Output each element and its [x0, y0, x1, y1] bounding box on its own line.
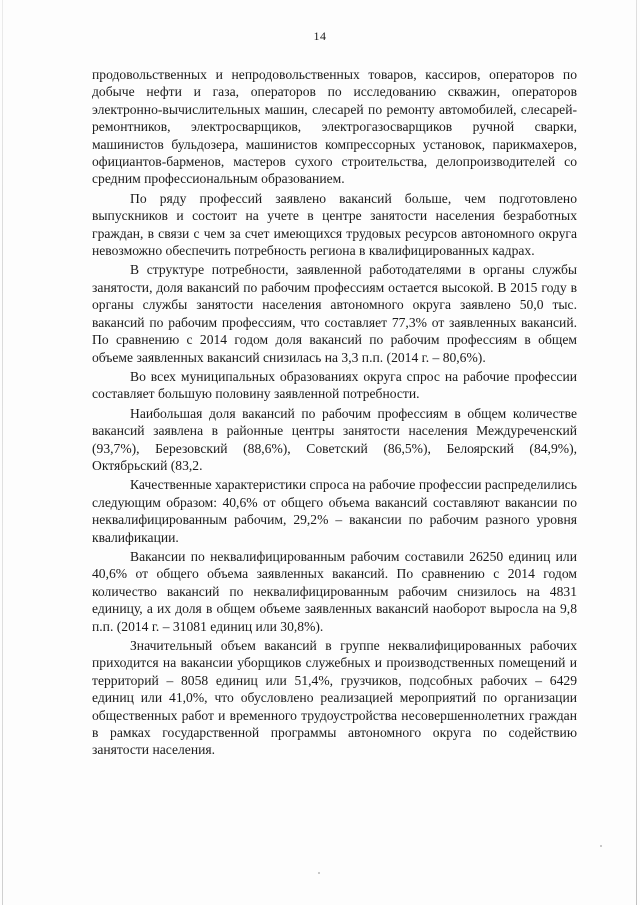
paragraph-8: Значительный объем вакансий в группе неквалифицированных рабочих приходится на вакансии уборщиков служебных и производственных помещений и территорий – 8058 единиц или 51,4%, грузчиков, подсобных рабочих – 6429 единиц или 41,0%, что обусловлено реализацией мероприятий по организации общественных работ и временного трудоустройства несовершеннолетних граждан в рамках государственной программы автономного округа по содействию занятости населения. [92, 638, 577, 758]
scan-speck [600, 845, 602, 847]
paragraph-2: По ряду профессий заявлено вакансий больше, чем подготовлено выпускников и состоит на учете в центре занятости населения безработных граждан, в связи с чем за счет имеющихся трудовых ресурсов автономного округа невозможно обеспечить потребность региона в квалифицированных кадрах. [92, 190, 577, 259]
paragraph-6: Качественные характеристики спроса на рабочие профессии распределились следующим образом: 40,6% от общего объема вакансий составляют вакансии по неквалифицированным рабочим, 29,2% – вакансии по рабочим разного уровня квалификации. [92, 477, 577, 545]
scan-edge-right [636, 0, 637, 905]
body-text [92, 66, 577, 761]
scan-speck [318, 872, 320, 874]
paragraph-5: Наибольшая доля вакансий по рабочим профессиям в общем количестве вакансий заявлена в районные центры занятости населения Междуреченский (93,7%), Березовский (88,6%), Советский (86,5%), Белоярский (84,9%), Октябрьский (83,2. [92, 405, 577, 473]
paragraph-3: В структуре потребности, заявленной работодателями в органы службы занятости, доля вакансий по рабочим профессиям остается высокой. В 2015 году в органы службы занятости населения автономного округа заявлено 50,0 тыс. вакансий по рабочим профессиям, что составляет 77,3% от заявленных вакансий. По сравнению с 2014 годом доля вакансий по рабочим профессиям в общем объеме заявленных вакансий снизилась на 3,3 п.п. (2014 г. – 80,6%). [92, 262, 577, 365]
scan-edge-left [2, 0, 3, 905]
page-number: 14 [313, 29, 327, 43]
paragraph-4: Во всех муниципальных образованиях округа спрос на рабочие профессии составляет большую половину заявленной потребности. [92, 368, 577, 402]
paragraph-1: продовольственных и непродовольственных товаров, кассиров, операторов по добыче нефти и газа, операторов по исследованию скважин, операторов электронно-вычислительных машин, слесарей по ремонту автомобилей, слесарей-ремонтников, электросварщиков, электрогазосварщиков ручной сварки, машинистов бульдозера, машинистов компрессорных установок, парикмахеров, официантов-барменов, мастеров сухого строительства, делопроизводителей со средним профессиональным образованием. [92, 67, 577, 187]
paragraph-7: Вакансии по неквалифицированным рабочим составили 26250 единиц или 40,6% от общего объема заявленных вакансий. По сравнению с 2014 годом количество вакансий по неквалифицированным рабочим снизилось на 4831 единицу, а их доля в общем объеме заявленных вакансий наоборот выросла на 9,8 п.п. (2014 г. – 31081 единиц или 30,8%). [92, 548, 577, 634]
